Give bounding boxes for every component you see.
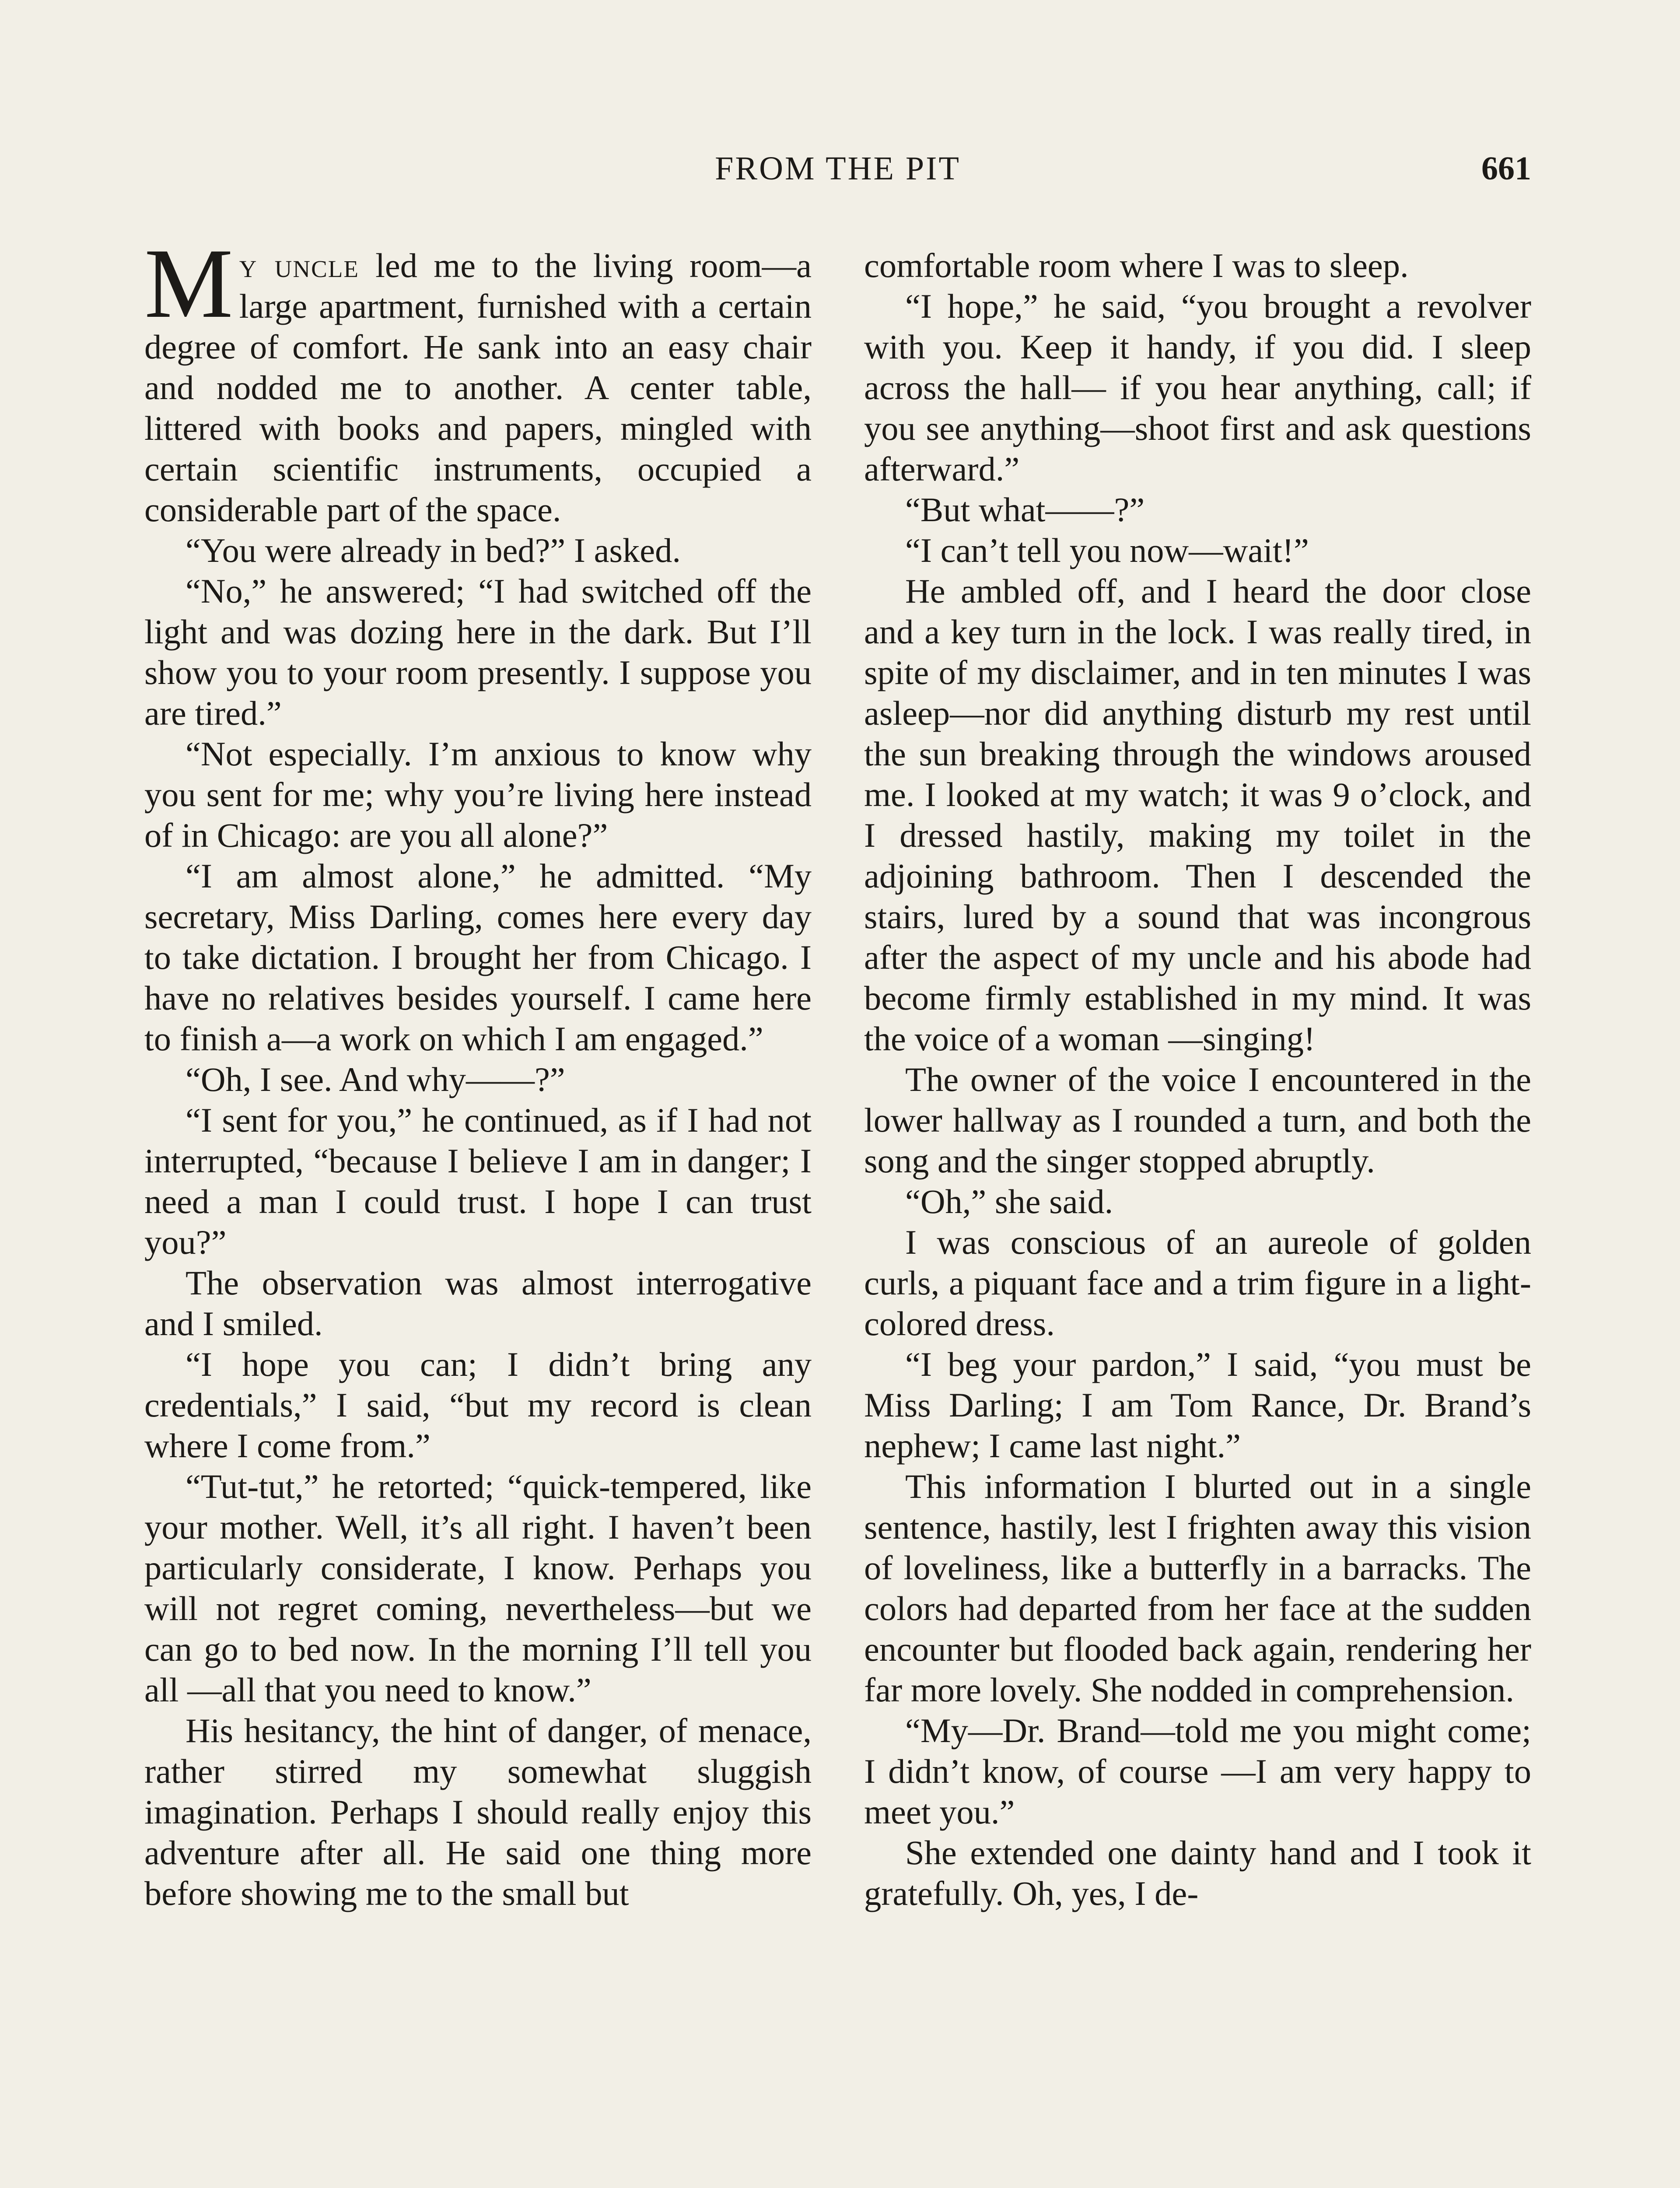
paragraph: “I beg your pardon,” I said, “you must be Miss Darling; I am Tom Rance, Dr. Brand’s nephew; I came last night.” (864, 1345, 1531, 1465)
paragraph: “No,” he answered; “I had switched off the light and was dozing here in the dark. But I’ll show you to your room presently. I suppose you are tired.” (144, 572, 812, 732)
opening-paragraph (144, 245, 812, 530)
paragraph: This information I blurted out in a single sentence, hastily, lest I frighten away this vision of loveliness, like a butterfly in a barracks. The colors had departed from her face at the sudden encounter but flooded back again, rendering her far more lovely. She nodded in comprehension. (864, 1467, 1531, 1709)
paragraph: His hesitancy, the hint of danger, of menace, rather stirred my somewhat sluggish imagination. Perhaps I should really enjoy this adventure after all. He said one thing more before showing me to the small but (144, 1711, 812, 1912)
drop-cap: M (144, 245, 233, 339)
continuation-paragraph: comfortable room where I was to sleep. (864, 246, 1409, 284)
paragraph: “Not especially. I’m anxious to know why you sent for me; why you’re living here instead of in Chicago: are you all alone?” (144, 735, 812, 854)
page-header (144, 144, 1531, 193)
paragraph: “But what——?” (905, 491, 1145, 529)
paragraph: He ambled off, and I heard the door close and a key turn in the lock. I was really tired, in spite of my disclaimer, and in ten minutes I was asleep—nor did anything disturb my rest until the sun breaking through the windows aroused me. I looked at my watch; it was 9 o’clock, and I dressed hastily, making my toilet in the adjoining bathroom. Then I descended the stairs, lured by a sound that was incongrous after the aspect of my uncle and his abode had become firmly established in my mind. It was the voice of a woman —singing! (864, 572, 1531, 1058)
paragraph: “My—Dr. Brand—told me you might come; I didn’t know, of course —I am very happy to meet you.” (864, 1711, 1531, 1831)
right-column (864, 245, 1531, 2188)
paragraph: The owner of the voice I encountered in the lower hallway as I rounded a turn, and both the song and the singer stopped abruptly. (864, 1060, 1531, 1180)
opening-text: led me to the living room—a large apartment, furnished with a certain degree of comfort. He sank into an easy chair and nodded me to another. A center table, littered with books and papers, mingled with certain scientific instruments, occupied a considerable part of the space. (144, 246, 812, 529)
paragraph: She extended one dainty hand and I took it gratefully. Oh, yes, I de- (864, 1834, 1531, 1912)
paragraph: “I sent for you,” he continued, as if I had not interrupted, “because I believe I am in danger; I need a man I could trust. I hope I can trust you?” (144, 1101, 812, 1261)
paragraph: The observation was almost interrogative and I smiled. (144, 1264, 812, 1343)
paragraph: I was conscious of an aureole of golden curls, a piquant face and a trim figure in a light-colored dress. (864, 1223, 1531, 1343)
paragraph: “I am almost alone,” he admitted. “My secretary, Miss Darling, comes here every day to take dictation. I brought her from Chicago. I have no relatives besides yourself. I came here to finish a—a work on which I am engaged.” (144, 857, 812, 1058)
paragraph: “You were already in bed?” I asked. (186, 531, 681, 569)
paragraph: “Oh,” she said. (905, 1182, 1113, 1220)
paragraph: “I hope you can; I didn’t bring any credentials,” I said, “but my record is clean where I come from.” (144, 1345, 812, 1465)
small-caps-lead: y uncle (239, 246, 359, 284)
paragraph: “I hope,” he said, “you brought a revolver with you. Keep it handy, if you did. I sleep across the hall— if you hear anything, call; if you see anything—shoot first and ask questions afterward.” (864, 287, 1531, 488)
paragraph: “Tut-tut,” he retorted; “quick-tempered, like your mother. Well, it’s all right. I haven’t been particularly considerate, I know. Perhaps you will not regret coming, nevertheless—but we can go to bed now. In the morning I’ll tell you all —all that you need to know.” (144, 1467, 812, 1709)
paragraph: “I can’t tell you now—wait!” (905, 531, 1309, 569)
paragraph: “Oh, I see. And why——?” (186, 1060, 565, 1098)
running-head: FROM THE PIT (715, 150, 961, 187)
left-column (144, 245, 812, 2188)
page-number: 661 (1481, 150, 1531, 187)
